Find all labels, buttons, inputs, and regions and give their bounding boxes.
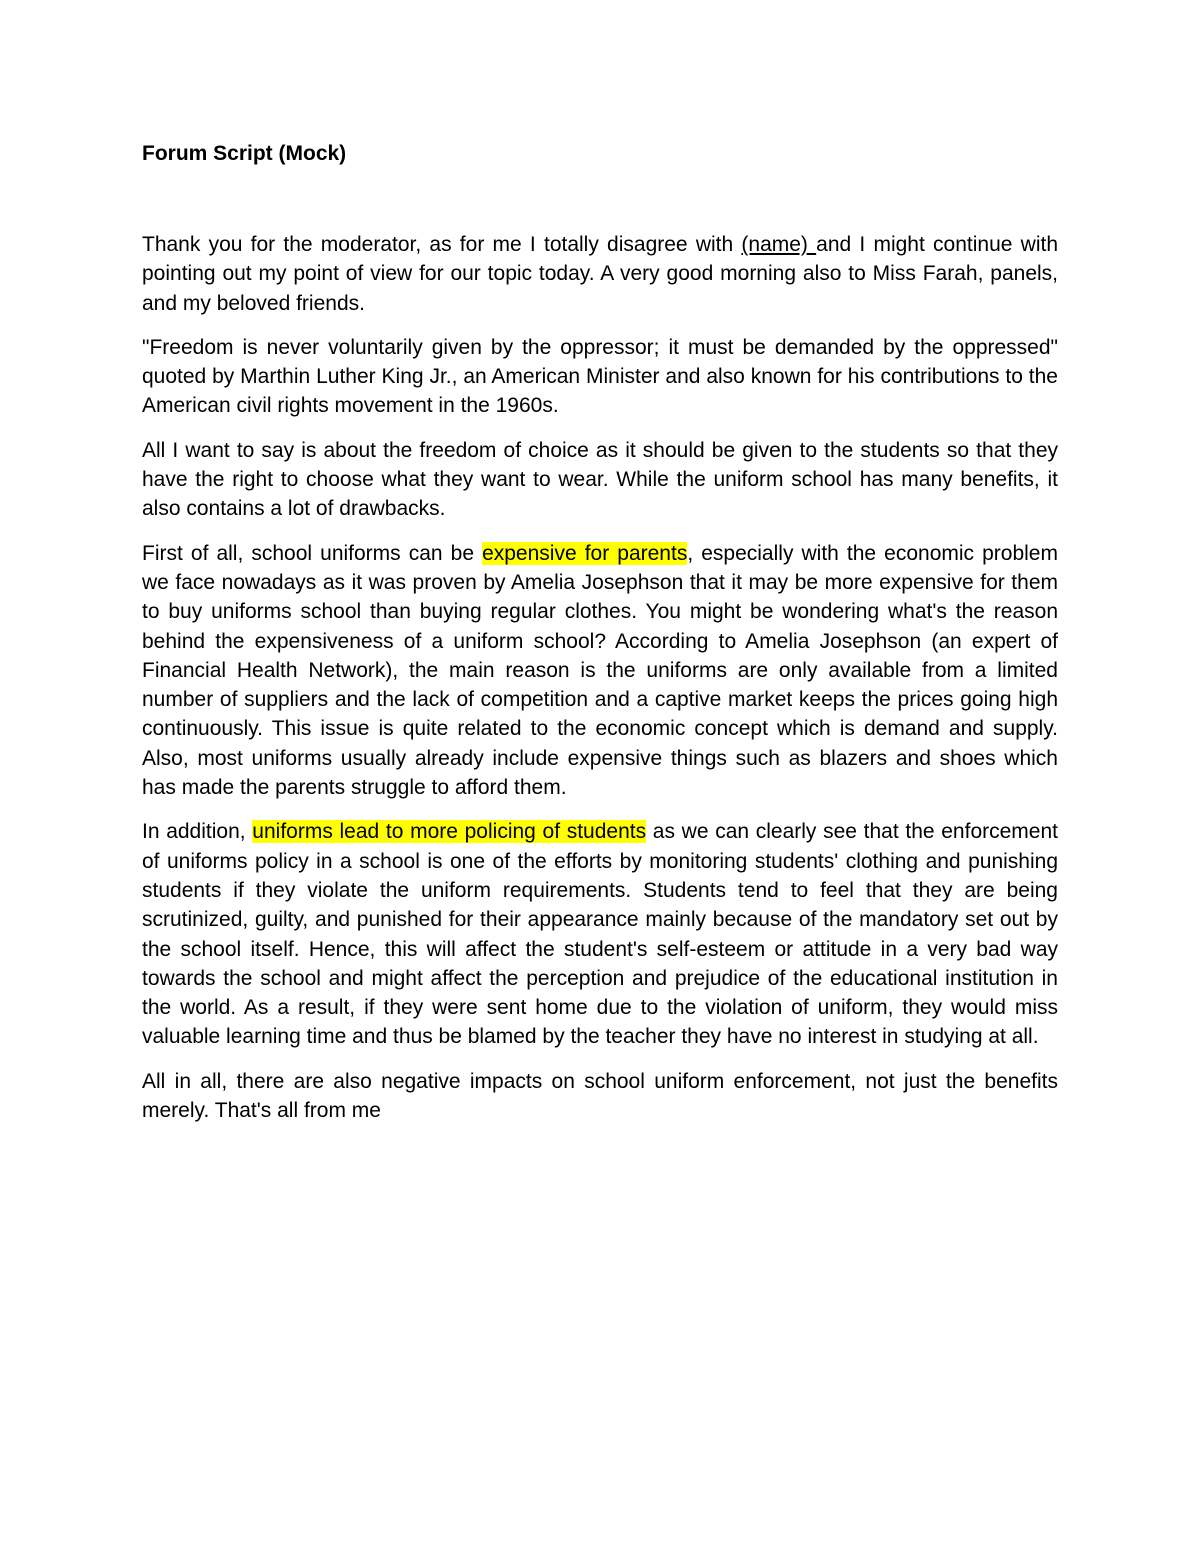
opening-text-end: and I might continue with pointing out my point of view for our topic today. A very good morning also to Miss Farah, panels, and my beloved friends. xyxy=(142,233,1058,315)
expensive-text-end: , especially with the economic problem we face nowadays as it was proven by Amelia Josephson that it may be more expensive for them to buy uniforms school than buying regular clothes. You might be wondering what's the reason behind the expensiveness of a uniform school? According to Amelia Josephson (an expert of Financial Health Network), the main reason is the uniforms are only available from a limited number of suppliers and the lack of competition and a captive market keeps the prices going high continuously. This issue is quite related to the economic concept which is demand and supply. Also, most uniforms usually already include expensive things such as blazers and shoes which has made the parents struggle to afford them. xyxy=(142,541,1058,800)
paragraph-freedom-of-choice: All I want to say is about the freedom of choice as it should be given to the students so that they have the right to choose what they want to wear. While the uniform school has many benefits, it also contains a lot of drawbacks. xyxy=(142,438,1058,521)
paragraph-expensive xyxy=(142,539,1058,803)
highlight-policing-of-students: uniforms lead to more policing of students xyxy=(252,820,647,844)
name-placeholder: (name) xyxy=(741,233,817,256)
document-title: Forum Script (Mock) xyxy=(142,142,347,165)
policing-text-end: as we can clearly see that the enforcement of uniforms policy in a school is one of the efforts by monitoring students' clothing and punishing students if they violate the uniform requirements. Students tend to feel that they are being scrutinized, guilty, and punished for their appearance mainly because of the mandatory set out by the school itself. Hence, this will affect the student's self-esteem or attitude in a very bad way towards the school and might affect the perception and prejudice of the educational institution in the world. As a result, if they were sent home due to the violation of uniform, they would miss valuable learning time and thus be blamed by the teacher they have no interest in studying at all. xyxy=(142,820,1058,1049)
paragraph-policing xyxy=(142,817,1058,1051)
highlight-expensive-for-parents: expensive for parents xyxy=(482,541,688,565)
document-page xyxy=(142,140,1058,1140)
paragraph-quote: "Freedom is never voluntarily given by the oppressor; it must be demanded by the oppressed" quoted by Marthin Luther King Jr., an American Minister and also known for his contributions to the American civil rights movement in the 1960s. xyxy=(142,335,1058,418)
opening-text-start: Thank you for the moderator, as for me I totally disagree with xyxy=(142,233,742,256)
policing-text-start: In addition, xyxy=(142,820,253,844)
paragraph-conclusion: All in all, there are also negative impacts on school uniform enforcement, not just the benefits merely. That's all from me xyxy=(142,1069,1058,1123)
expensive-text-start: First of all, school uniforms can be xyxy=(142,541,483,565)
paragraph-opening xyxy=(142,230,1058,318)
